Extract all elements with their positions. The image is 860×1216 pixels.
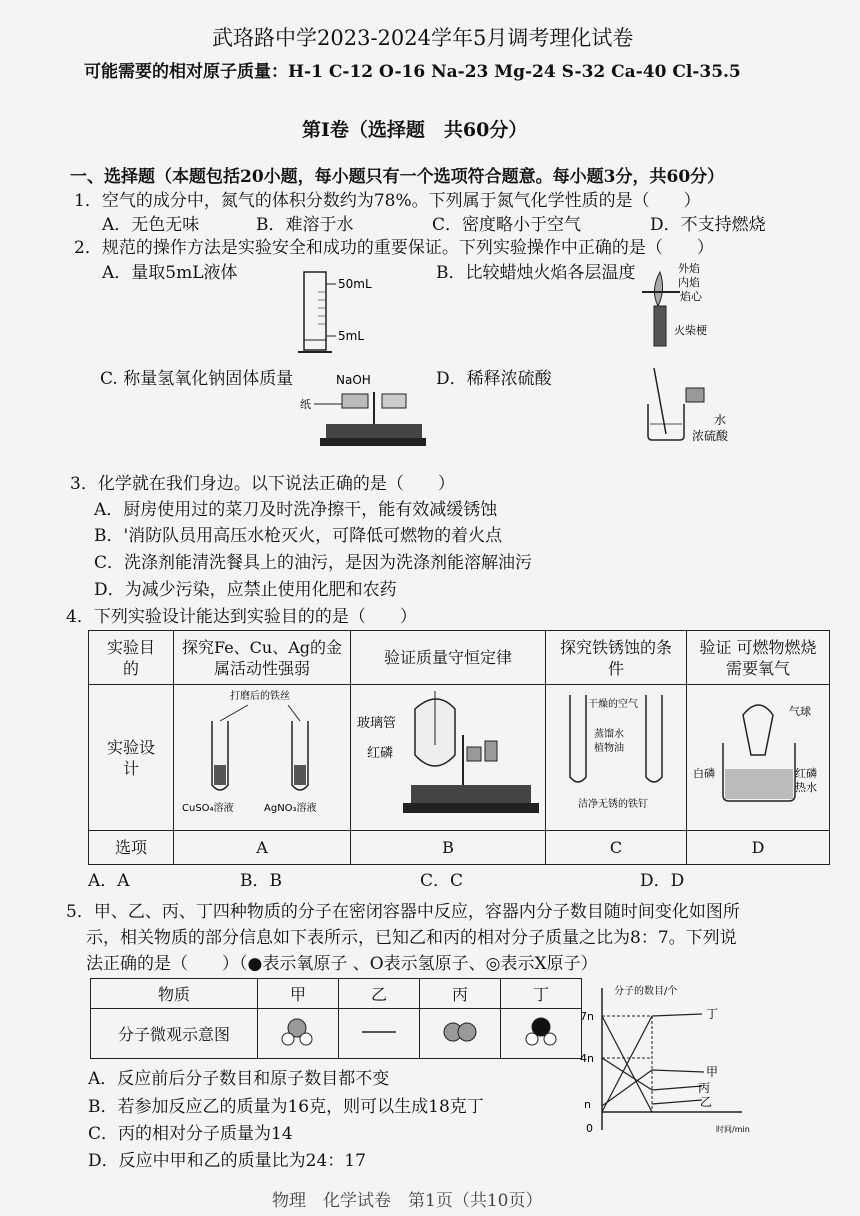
exam-title: 武珞路中学2023-2024学年5月调考理化试卷 bbox=[212, 26, 634, 50]
combustion-figure bbox=[693, 685, 823, 825]
label-naoh: NaOH bbox=[336, 373, 371, 387]
label-cuso4: CuSO₄溶液 bbox=[182, 803, 234, 814]
q5-stem-line3: 法正确的是（ ）（●表示氧原子 、O表示氢原子、◎表示X原子） bbox=[86, 954, 598, 974]
design-b bbox=[351, 685, 546, 831]
balance-figure bbox=[296, 370, 426, 450]
label-iron-wire: 打磨后的铁丝 bbox=[230, 691, 290, 702]
q5-substance-table bbox=[90, 978, 582, 1059]
curve-label-bing: 丙 bbox=[698, 1081, 711, 1095]
q4-option-c[interactable]: C．C bbox=[420, 871, 464, 891]
label-clean-nail: 洁净无锈的铁钉 bbox=[578, 799, 648, 810]
q5-stem-line2: 示，相关物质的部分信息如下表所示，已知乙和丙的相对分子质量之比为8：7。下列说 bbox=[86, 928, 737, 948]
dilution-figure bbox=[640, 364, 740, 448]
part-title: 第I卷（选择题 共60分） bbox=[302, 119, 528, 141]
molecule-ding bbox=[501, 1009, 582, 1059]
q5-option-c[interactable]: C．丙的相对分子质量为14 bbox=[88, 1124, 293, 1144]
label-water: 水 bbox=[714, 413, 727, 427]
q3-option-a[interactable]: A．厨房使用过的菜刀及时洗净擦干，能有效减缓锈蚀 bbox=[94, 500, 498, 520]
label-50ml: 50mL bbox=[338, 277, 372, 291]
substance-bing: 丙 bbox=[420, 979, 501, 1009]
graduated-cylinder-figure bbox=[296, 268, 386, 360]
page-footer: 物理 化学试卷 第1页（共10页） bbox=[272, 1191, 543, 1211]
label-balloon: 气球 bbox=[789, 705, 811, 718]
col-substance: 物质 bbox=[91, 979, 258, 1009]
tick-4n: 4n bbox=[580, 1052, 594, 1065]
letter-c: C bbox=[546, 831, 687, 865]
row-micro-label: 分子微观示意图 bbox=[91, 1009, 258, 1059]
q2-stem: 2．规范的操作方法是实验安全和成功的重要保证。下列实验操作中正确的是（ ） bbox=[74, 238, 714, 258]
atomic-masses: 可能需要的相对原子质量：H-1 C-12 O-16 Na-23 Mg-24 S-32 Ca-40 Cl-35.5 bbox=[84, 62, 741, 82]
section-heading: 一、选择题（本题包括20小题，每小题只有一个选项符合题意。每小题3分，共60分） bbox=[70, 167, 725, 187]
tick-7n: 7n bbox=[580, 1010, 594, 1023]
mass-conservation-figure bbox=[351, 685, 545, 825]
graph-y-label: 分子的数目/个 bbox=[614, 986, 678, 997]
design-d bbox=[687, 685, 830, 831]
purpose-a: 探究Fe、Cu、Ag的金属活动性强弱 bbox=[174, 631, 351, 685]
q1-option-c[interactable]: C．密度略小于空气 bbox=[432, 215, 582, 235]
label-white-phosphorus: 白磷 bbox=[693, 767, 715, 780]
label-dry-air: 干燥的空气 bbox=[588, 699, 638, 710]
q4-option-a[interactable]: A．A bbox=[88, 871, 130, 891]
curve-label-jia: 甲 bbox=[706, 1065, 719, 1079]
label-vegetable-oil: 植物油 bbox=[594, 743, 624, 754]
q1-option-d[interactable]: D．不支持燃烧 bbox=[650, 215, 766, 235]
q2-option-b[interactable]: B．比较蜡烛火焰各层温度 bbox=[436, 263, 636, 283]
label-glass-tube: 玻璃管 bbox=[357, 716, 397, 731]
q1-option-b[interactable]: B．难溶于水 bbox=[256, 215, 354, 235]
tick-n: n bbox=[584, 1098, 591, 1111]
q5-option-b[interactable]: B．若参加反应乙的质量为16克，则可以生成18克丁 bbox=[88, 1097, 484, 1117]
row-label-purpose: 实验目的 bbox=[89, 631, 174, 685]
row-label-design: 实验设计 bbox=[89, 685, 174, 831]
label-inner-flame: 内焰 bbox=[678, 276, 700, 289]
label-5ml: 5mL bbox=[338, 329, 365, 343]
purpose-d: 验证 可燃物燃烧需要氧气 bbox=[687, 631, 830, 685]
letter-a: A bbox=[174, 831, 351, 865]
label-hot-water: 热水 bbox=[795, 781, 817, 794]
metal-activity-figure bbox=[178, 685, 346, 825]
letter-b: B bbox=[351, 831, 546, 865]
q3-option-c[interactable]: C．洗涤剂能清洗餐具上的油污，是因为洗涤剂能溶解油污 bbox=[94, 553, 533, 573]
label-flame-core: 焰心 bbox=[680, 290, 702, 303]
label-agno3: AgNO₃溶液 bbox=[264, 803, 317, 814]
substance-jia: 甲 bbox=[258, 979, 339, 1009]
label-paper: 纸 bbox=[300, 398, 311, 411]
q5-option-a[interactable]: A．反应前后分子数目和原子数目都不变 bbox=[88, 1069, 390, 1089]
q4-table bbox=[88, 630, 830, 865]
label-outer-flame: 外焰 bbox=[678, 262, 700, 275]
curve-label-yi: 乙 bbox=[700, 1095, 713, 1109]
q3-option-b[interactable]: B．'消防队员用高压水枪灭火，可降低可燃物的着火点 bbox=[94, 526, 503, 546]
q2-option-d[interactable]: D．稀释浓硫酸 bbox=[436, 369, 552, 389]
design-a bbox=[174, 685, 351, 831]
label-red-phosphorus-d: 红磷 bbox=[795, 767, 817, 780]
label-distilled-water: 蒸馏水 bbox=[594, 729, 624, 740]
molecule-bing bbox=[420, 1009, 501, 1059]
purpose-c: 探究铁锈蚀的条件 bbox=[546, 631, 687, 685]
label-conc-acid: 浓硫酸 bbox=[692, 429, 729, 443]
q5-stem-line1: 5．甲、乙、丙、丁四种物质的分子在密闭容器中反应，容器内分子数目随时间变化如图所 bbox=[66, 902, 740, 922]
row-label-option: 选项 bbox=[89, 831, 174, 865]
purpose-b: 验证质量守恒定律 bbox=[351, 631, 546, 685]
q3-stem: 3．化学就在我们身边。以下说法正确的是（ ） bbox=[70, 474, 455, 494]
q4-stem: 4．下列实验设计能达到实验目的的是（ ） bbox=[66, 607, 417, 627]
label-red-phosphorus: 红磷 bbox=[367, 746, 394, 761]
substance-yi: 乙 bbox=[339, 979, 420, 1009]
letter-d: D bbox=[687, 831, 830, 865]
tick-0: 0 bbox=[586, 1122, 593, 1135]
candle-flame-figure bbox=[632, 262, 712, 352]
molecule-count-graph bbox=[572, 980, 772, 1138]
graph-x-label: 时间/min bbox=[716, 1125, 750, 1134]
q2-option-a[interactable]: A．量取5mL液体 bbox=[102, 263, 238, 283]
q2-option-c[interactable]: C. 称量氢氧化钠固体质量 bbox=[100, 369, 294, 389]
q4-option-b[interactable]: B．B bbox=[240, 871, 282, 891]
q4-option-d[interactable]: D．D bbox=[640, 871, 685, 891]
curve-label-ding: 丁 bbox=[706, 1007, 719, 1021]
molecule-yi bbox=[339, 1009, 420, 1059]
q1-stem: 1．空气的成分中，氮气的体积分数约为78%。下列属于氮气化学性质的是（ ） bbox=[74, 191, 701, 211]
q5-option-d[interactable]: D．反应中甲和乙的质量比为24：17 bbox=[88, 1151, 366, 1171]
substance-ding: 丁 bbox=[501, 979, 582, 1009]
q1-option-a[interactable]: A．无色无味 bbox=[102, 215, 200, 235]
design-c bbox=[546, 685, 687, 831]
molecule-jia bbox=[258, 1009, 339, 1059]
rusting-figure bbox=[558, 685, 674, 825]
label-match: 火柴梗 bbox=[674, 324, 707, 337]
q3-option-d[interactable]: D．为减少污染，应禁止使用化肥和农药 bbox=[94, 580, 397, 600]
